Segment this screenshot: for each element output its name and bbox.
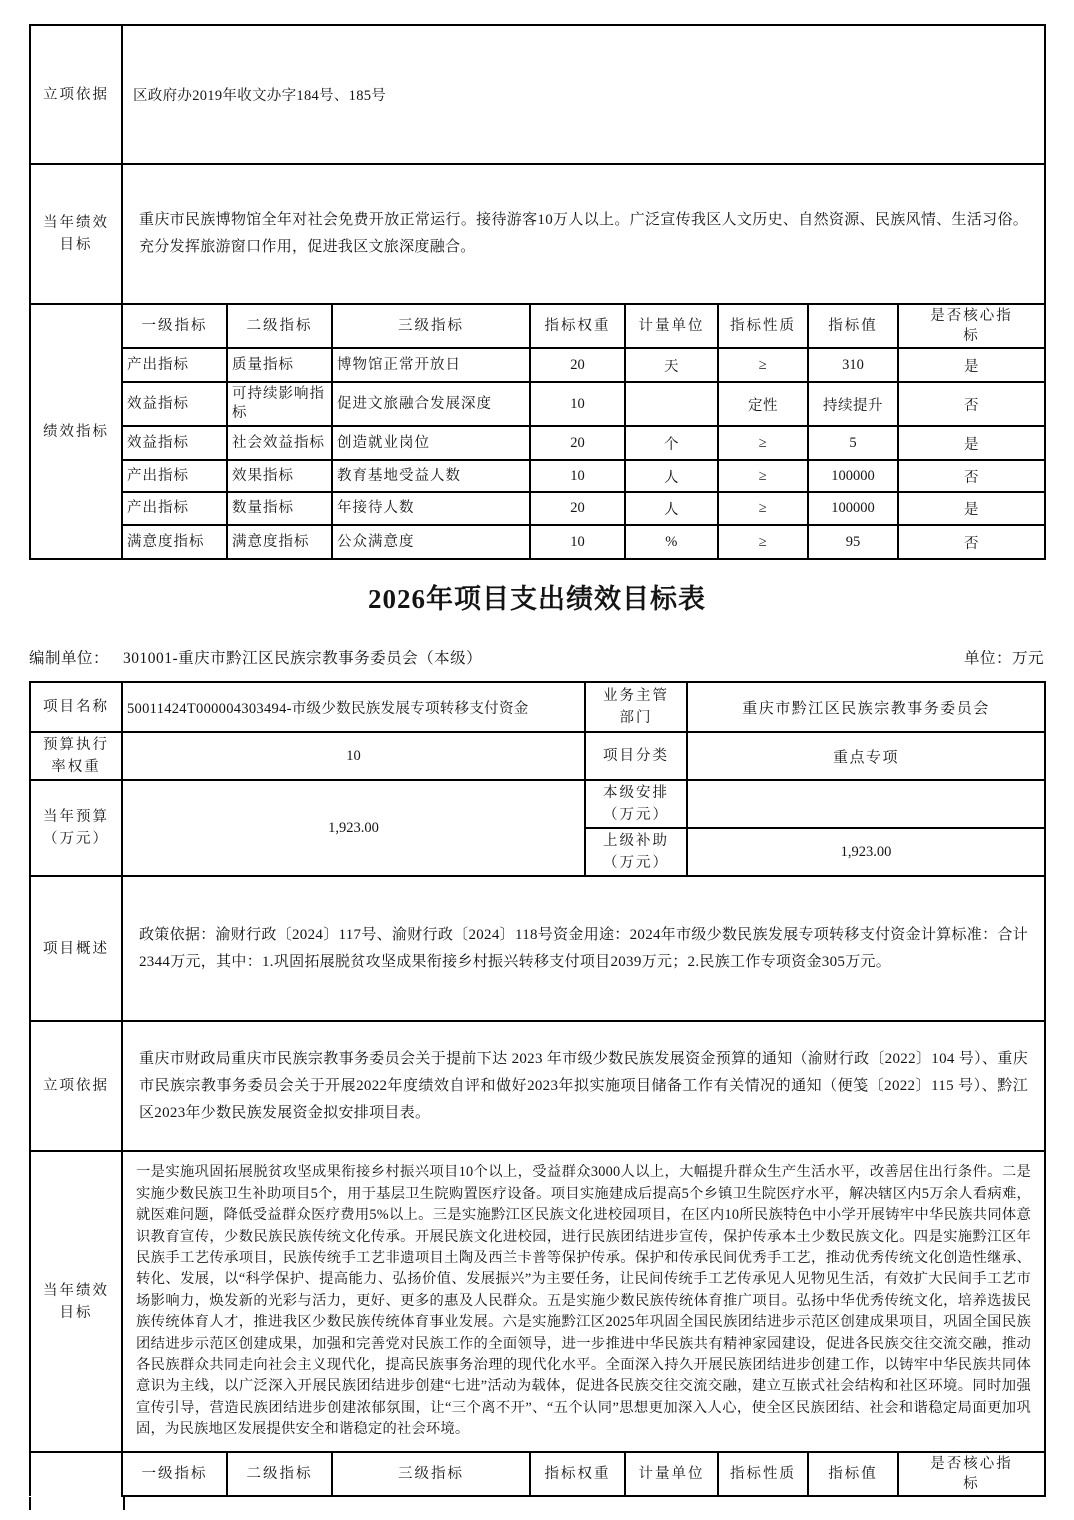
indicator-cell: ≥ bbox=[718, 348, 808, 382]
header-cell: 是否核心指标 bbox=[898, 1452, 1045, 1496]
museum-project-table bbox=[29, 24, 1046, 560]
indicator-row bbox=[30, 382, 1045, 426]
indicator-cell: 5 bbox=[808, 426, 898, 460]
annual-target-text: 重庆市民族博物馆全年对社会免费开放正常运行。接待游客10万人以上。广泛宣传我区人文历史、自然资源、民族风情、生活习俗。充分发挥旅游窗口作用，促进我区文旅深度融合。 bbox=[139, 212, 1029, 255]
cutoff-cell-stub bbox=[29, 1497, 125, 1510]
table-row bbox=[30, 780, 1045, 828]
indicator-row bbox=[30, 525, 1045, 559]
indicator-cell: 博物馆正常开放日 bbox=[332, 348, 530, 382]
table-row bbox=[30, 1151, 1045, 1452]
header-cell: 一级指标 bbox=[122, 304, 227, 348]
indicator-cell: 公众满意度 bbox=[332, 525, 530, 559]
indicator-cell: 人 bbox=[625, 460, 718, 492]
category-value: 重点专项 bbox=[687, 732, 1045, 780]
indicator-cell: 满意度指标 bbox=[122, 525, 227, 559]
minority-indicator-header-table bbox=[29, 1451, 1046, 1497]
basis-value bbox=[122, 1021, 1045, 1151]
header-cell: 指标值 bbox=[808, 304, 898, 348]
execution-weight-value: 10 bbox=[122, 732, 585, 780]
indicator-cell: ≥ bbox=[718, 460, 808, 492]
execution-weight-label: 预算执行率权重 bbox=[30, 732, 122, 780]
indicator-cell: 20 bbox=[530, 492, 625, 525]
annual-target-value bbox=[122, 164, 1045, 304]
header-cell: 二级指标 bbox=[227, 304, 332, 348]
indicator-cell: 促进文旅融合发展深度 bbox=[332, 382, 530, 426]
indicator-cell: 10 bbox=[530, 460, 625, 492]
indicator-cell bbox=[625, 382, 718, 426]
header-cell: 指标权重 bbox=[530, 1452, 625, 1496]
table-row bbox=[30, 25, 1045, 164]
overview-value bbox=[122, 876, 1045, 1021]
indicator-cell: 数量指标 bbox=[227, 492, 332, 525]
table-row bbox=[30, 876, 1045, 1021]
indicator-cell: 10 bbox=[530, 525, 625, 559]
indicator-cell: 否 bbox=[898, 382, 1045, 426]
indicator-cell: 定性 bbox=[718, 382, 808, 426]
table-row bbox=[30, 1021, 1045, 1151]
indicator-cell: 个 bbox=[625, 426, 718, 460]
project-name-value: 50011424T000004303494-市级少数民族发展专项转移支付资金 bbox=[122, 682, 585, 732]
unit-note: 单位：万元 bbox=[963, 650, 1044, 667]
annual-budget-label: 当年预算（万元） bbox=[30, 780, 122, 876]
indicator-cell: 产出指标 bbox=[122, 348, 227, 382]
header-cell: 指标性质 bbox=[718, 304, 808, 348]
indicator-row bbox=[30, 426, 1045, 460]
prepared-by-value: 301001-重庆市黔江区民族宗教事务委员会（本级） bbox=[123, 650, 483, 667]
header-cell: 计量单位 bbox=[625, 1452, 718, 1496]
indicator-cell: 满意度指标 bbox=[227, 525, 332, 559]
indicator-cell: ≥ bbox=[718, 426, 808, 460]
indicator-cell: 20 bbox=[530, 426, 625, 460]
table-row bbox=[30, 732, 1045, 780]
header-cell: 三级指标 bbox=[332, 1452, 530, 1496]
indicator-cell: % bbox=[625, 525, 718, 559]
indicator-cell: 是 bbox=[898, 426, 1045, 460]
indicator-cell: 20 bbox=[530, 348, 625, 382]
overview-text: 政策依据：渝财行政〔2024〕117号、渝财行政〔2024〕118号资金用途：2024年市级少数民族发展专项转移支付资金计算标准：合计2344万元，其中：1.巩固拓展脱贫攻坚成果衔接乡村振兴转移支付项目2039万元；2.民族工作专项资金305万元。 bbox=[139, 926, 1028, 970]
indicator-cell: 社会效益指标 bbox=[227, 426, 332, 460]
indicator-cell: 产出指标 bbox=[122, 460, 227, 492]
indicator-cell: 是 bbox=[898, 492, 1045, 525]
basis-label: 立项依据 bbox=[30, 1021, 122, 1151]
basis-text: 重庆市财政局重庆市民族宗教事务委员会关于提前下达 2023 年市级少数民族发展资金预算的通知（渝财行政〔2022〕104 号）、重庆市民族宗教事务委员会关于开展2022年度绩效自评和做好2023年拟实施项目储备工作有关情况的通知（便笺〔2022〕115 号）、黔江区2023年少数民族发展资金拟安排项目表。 bbox=[139, 1050, 1028, 1121]
dept-label: 业务主管部门 bbox=[585, 682, 687, 732]
annual-target-label: 当年绩效目标 bbox=[30, 1151, 122, 1452]
prepared-by-label: 编制单位： bbox=[29, 650, 110, 667]
header-cell: 是否核心指标 bbox=[898, 304, 1045, 348]
indicator-cell: 否 bbox=[898, 525, 1045, 559]
indicator-cell: 天 bbox=[625, 348, 718, 382]
category-label: 项目分类 bbox=[585, 732, 687, 780]
indicator-row bbox=[30, 460, 1045, 492]
local-arrangement-value bbox=[687, 780, 1045, 828]
page-title: 2026年项目支出绩效目标表 bbox=[368, 584, 706, 614]
indicator-header-row bbox=[30, 304, 1045, 348]
indicator-cell: 100000 bbox=[808, 460, 898, 492]
basis-label: 立项依据 bbox=[30, 25, 122, 164]
indicator-cell: 是 bbox=[898, 348, 1045, 382]
minority-project-table bbox=[29, 681, 1046, 1453]
annual-target-value bbox=[122, 1151, 1045, 1452]
annual-target-text: 一是实施巩固拓展脱贫攻坚成果衔接乡村振兴项目10个以上，受益群众3000人以上，大幅提升群众生产生活水平，改善居住出行条件。二是实施少数民族卫生补助项目5个，用于基层卫生院购置医疗设备。项目实施建成后提高5个乡镇卫生院医疗水平，解决辖区内5万余人看病难，就医难问题，降低受益群众医疗费用5%以上。三是实施黔江区民族文化进校园项目，在区内10所民族特色中小学开展铸牢中华民族共同体意识教育宣传，少数民族民族传统文化传承。开展民族文化进校园，进行民族团结进步宣传，保护传承本土少数民族文化。四是实施黔江区年民族手工艺传承项目，民族传统手工艺非遗项目土陶及西兰卡普等保护传承。保护和传承民间优秀手工艺，推动优秀传统文化创造性继承、转化、发展，以“科学保护、提高能力、弘扬价值、发展振兴”为主要任务，让民间传统手工艺传承见人见物见生活，有效扩大民间手工艺市场影响力，焕发新的光彩与活力，更好、更多的惠及人民群众。五是实施少数民族传统体育推广项目。弘扬中华优秀传统文化，培养选拔民族传统体育人才，推进我区少数民族传统体育事业发展。六是实施黔江区2025年巩固全国民族团结进步示范区创建成果项目，巩固全国民族团结进步示范区创建成果，加强和完善党对民族工作的全面领导，进一步推进中华民族共有精神家园建设，促进各民族交往交流交融，推动各民族群众共同走向社会主义现代化，提高民族事务治理的现代化水平。全面深入持久开展民族团结进步创建工作，以铸牢中华民族共同体意识为主线，以广泛深入开展民族团结进步创建“七进”活动为载体，促进各民族交往交流交融，建立互嵌式社会结构和社区环境。同时加强宣传引导，营造民族团结进步创建浓郁氛围，让“三个离不开”、“五个认同”思想更加深入人心，使全区民族团结、社会和谐稳定局面更加巩固，为民族地区发展提供安全和谐稳定的社会环境。 bbox=[136, 1164, 1031, 1438]
indicator-cell: 教育基地受益人数 bbox=[332, 460, 530, 492]
indicator-cell: 年接待人数 bbox=[332, 492, 530, 525]
superior-subsidy-label: 上级补助（万元） bbox=[585, 828, 687, 876]
indicator-header-row bbox=[30, 1452, 1045, 1496]
indicator-cell: 可持续影响指标 bbox=[227, 382, 332, 426]
performance-indicator-label: 绩效指标 bbox=[30, 304, 122, 559]
annual-budget-value: 1,923.00 bbox=[122, 780, 585, 876]
header-cell: 二级指标 bbox=[227, 1452, 332, 1496]
local-arrangement-label: 本级安排（万元） bbox=[585, 780, 687, 828]
overview-label: 项目概述 bbox=[30, 876, 122, 1021]
indicator-cell: 310 bbox=[808, 348, 898, 382]
indicator-cell: 否 bbox=[898, 460, 1045, 492]
table-row bbox=[30, 682, 1045, 732]
indicator-row bbox=[30, 348, 1045, 382]
indicator-cell: ≥ bbox=[718, 492, 808, 525]
indicator-cell: 产出指标 bbox=[122, 492, 227, 525]
dept-value: 重庆市黔江区民族宗教事务委员会 bbox=[687, 682, 1045, 732]
top-margin bbox=[0, 0, 1074, 24]
table-row bbox=[30, 164, 1045, 304]
header-cell: 三级指标 bbox=[332, 304, 530, 348]
basis-value: 区政府办2019年收文办字184号、185号 bbox=[122, 25, 1045, 164]
indicator-cell: 人 bbox=[625, 492, 718, 525]
header-cell: 指标性质 bbox=[718, 1452, 808, 1496]
indicator-cell: 效益指标 bbox=[122, 382, 227, 426]
annual-target-label: 当年绩效目标 bbox=[30, 164, 122, 304]
indicator-row bbox=[30, 492, 1045, 525]
header-cell: 一级指标 bbox=[122, 1452, 227, 1496]
header-cell: 计量单位 bbox=[625, 304, 718, 348]
project-name-label: 项目名称 bbox=[30, 682, 122, 732]
indicator-cell: ≥ bbox=[718, 525, 808, 559]
header-cell: 指标权重 bbox=[530, 304, 625, 348]
indicator-cell: 效果指标 bbox=[227, 460, 332, 492]
superior-subsidy-value: 1,923.00 bbox=[687, 828, 1045, 876]
indicator-cell: 100000 bbox=[808, 492, 898, 525]
indicator-cell: 效益指标 bbox=[122, 426, 227, 460]
indicator-cell: 95 bbox=[808, 525, 898, 559]
indicator-cell: 持续提升 bbox=[808, 382, 898, 426]
indicator-cell: 10 bbox=[530, 382, 625, 426]
indicator-cell: 质量指标 bbox=[227, 348, 332, 382]
header-cell: 指标值 bbox=[808, 1452, 898, 1496]
performance-indicator-label-empty bbox=[30, 1452, 122, 1496]
indicator-cell: 创造就业岗位 bbox=[332, 426, 530, 460]
meta-line bbox=[29, 646, 1044, 668]
